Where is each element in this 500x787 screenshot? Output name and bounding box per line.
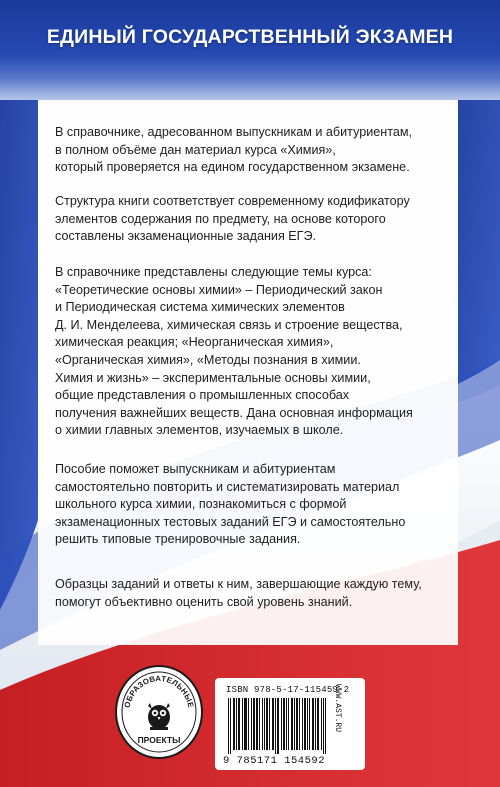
barcode-bar [256,698,257,750]
text-line: В справочнике представлены следующие темы курса: [55,265,372,279]
barcode-bar [266,698,267,750]
barcode-bar [257,698,258,750]
barcode-bar [297,698,298,750]
barcode-bar [291,698,292,750]
text-line: «Теоретические основы химии» – Периодический закон [55,282,383,297]
barcode-bar [273,698,274,750]
series-title: ЕДИНЫЙ ГОСУДАРСТВЕННЫЙ ЭКЗАМЕН [46,26,454,48]
barcode-bar [294,698,295,750]
text-line: экзаменационных тестовых заданий ЕГЭ и самостоятельно [55,514,406,529]
barcode-bar [284,698,285,750]
text-line: Образцы заданий и ответы к ним, завершающие каждую тему, [55,577,422,591]
barcode-bar [267,698,268,750]
barcode-bar [264,698,265,750]
logo-top-text: ОБРАЗОВАТЕЛЬНЫЕ [122,673,196,709]
barcode-bar [269,698,270,750]
barcode-bar [278,698,279,754]
text-line: решить типовые тренировочные задания. [55,532,301,547]
barcode-bar [283,698,284,750]
barcode-bar [302,698,303,750]
publisher-logo [115,665,203,759]
website-label [330,678,346,768]
barcode [228,698,328,754]
paragraph-2 [55,193,455,246]
paragraph-3 [55,264,455,440]
barcode-bar [245,698,246,750]
text-line: и Периодическая система химических элементов [55,300,345,315]
text-line: о химии главных элементов, изучаемых в школе. [55,423,344,438]
barcode-bar [312,698,313,750]
text-line: помогут объективно оценить свой уровень знаний. [55,594,353,609]
text-line: школьного курса химии, познакомиться с формой [55,497,347,512]
owl-icon [148,703,170,730]
barcode-bar [251,698,252,750]
barcode-bar [286,698,287,750]
barcode-bar [246,698,247,750]
blue-wave-left [0,100,38,610]
barcode-bar [254,698,255,750]
barcode-bar [315,698,316,750]
text-line: элементов содержания по предмету, на основе которого [55,211,386,226]
barcode-bar [228,698,229,754]
barcode-bar [323,698,324,754]
barcode-bar [234,698,235,750]
svg-text:ОБРАЗОВАТЕЛЬНЫЕ [123,674,196,709]
text-line: Химия и жизнь» – экспериментальные основы химии, [55,370,371,385]
barcode-bar [309,698,310,750]
barcode-bar [242,698,243,750]
text-line: который проверяется на едином государственном экзамене. [55,160,410,175]
barcode-bar [236,698,237,750]
text-line: самостоятельно повторить и систематизировать материал [55,479,400,494]
text-line: Структура книги соответствует современному кодификатору [55,194,410,208]
barcode-bar [317,698,318,750]
text-line: составлены экзаменационные задания ЕГЭ. [55,229,317,244]
barcode-bar [299,698,300,750]
website-text: WWW.AST.RU [333,684,342,733]
barcode-bar [296,698,297,750]
text-line: «Органическая химия», «Методы познания в химии. [55,352,361,367]
text-line: Пособие поможет выпускникам и абитуриентам [55,462,336,476]
paragraph-1 [55,124,455,177]
publisher-logo-graphic [117,667,201,757]
text-line: В справочнике, адресованном выпускникам и абитуриентам, [55,125,413,139]
barcode-bar [248,698,249,750]
barcode-bar [253,698,254,750]
logo-bottom-text: ПРОЕКТЫ [137,735,181,745]
barcode-bar [262,698,263,750]
barcode-bar [313,698,314,750]
barcode-bar [233,698,234,750]
barcode-bar [307,698,308,750]
text-line: в полном объёме дан материал курса «Химия», [55,142,336,157]
paragraph-5 [55,576,455,611]
barcode-bar [292,698,293,750]
isbn-label: ISBN 978-5-17-115459-2 [226,685,350,695]
barcode-bar [230,698,231,754]
text-line: общие представления о промышленных способах [55,388,350,403]
barcode-bar [239,698,240,750]
barcode-bar [288,698,289,750]
barcode-bar [281,698,282,750]
barcode-digits: 9 785171 154592 [223,755,326,767]
barcode-bar [321,698,322,750]
barcode-bar [275,698,276,754]
barcode-bar [259,698,260,750]
paragraph-4 [55,461,455,549]
barcode-bar [318,698,319,750]
barcode-bar [238,698,239,750]
barcode-bar [244,698,245,750]
barcode-bar [325,698,326,754]
blue-wave-right [458,100,500,384]
text-line: химическая реакция; «Неорганическая химия», [55,335,334,350]
text-line: Д. И. Менделеева, химическая связь и строение вещества, [55,317,403,332]
barcode-bar [272,698,273,750]
barcode-bar [277,698,278,754]
text-line: получения важнейших веществ. Дана основная информация [55,405,413,420]
barcode-bar [305,698,306,750]
barcode-bar [304,698,305,750]
